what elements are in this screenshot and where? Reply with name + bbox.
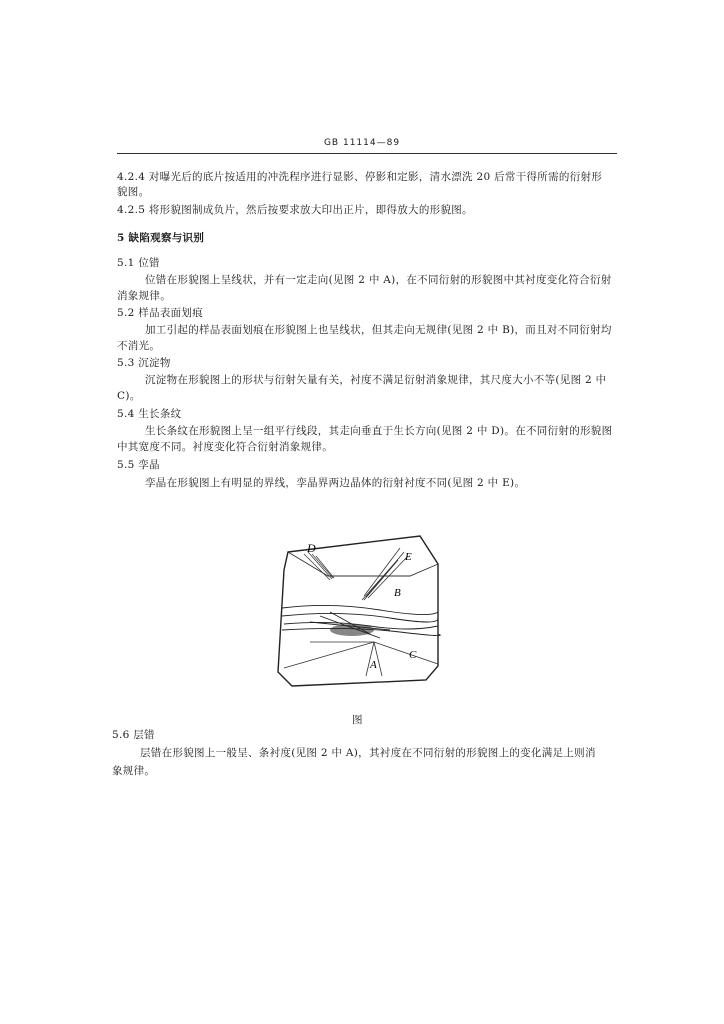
crystal-outline <box>278 536 438 686</box>
header-rule <box>117 153 617 154</box>
figure-caption: 图 <box>352 714 363 726</box>
section-5-4-title: 5.4 生长条纹 <box>117 408 182 420</box>
page-header: GB 11114—89 <box>323 138 401 148</box>
label-b: B <box>394 587 401 599</box>
section-5-1-body-1: 位错在形貌图上呈线状，并有一定走向(见图 2 中 A)，在不同衍射的形貌图中其衬度变化符合衍射 <box>145 274 612 286</box>
section-5-5-title: 5.5 孪晶 <box>117 459 160 471</box>
topograph-figure <box>270 530 446 690</box>
growth-striation-fan <box>304 552 334 580</box>
clause-4-2-4-line-1: 4.2.4 对曝光后的底片按适用的冲洗程序进行显影、停影和定影，清水漂洗 20 后常干得所需的衍射形 <box>117 171 603 183</box>
section-5-1-body-2: 消象规律。 <box>117 290 171 302</box>
section-5-heading: 5 缺陷观察与识别 <box>117 232 205 244</box>
section-5-2-body-2: 不消光。 <box>117 340 161 352</box>
dense-defect-cluster <box>330 624 374 636</box>
label-d: D <box>307 541 316 555</box>
section-5-6-title: 5.6 层错 <box>112 729 155 741</box>
section-5-3-body-2: C)。 <box>117 390 141 402</box>
section-5-6-body-1: 层错在形貌图上一般呈、条衬度(见图 2 中 A)，其衬度在不同衍射的形貌图上的变化满足上则消 <box>140 747 596 759</box>
inner-edge <box>288 552 438 576</box>
section-5-3-title: 5.3 沉淀物 <box>117 357 171 369</box>
clause-4-2-5-line-1: 4.2.5 将形貌图制成负片，然后按要求放大印出正片，即得放大的形貌图。 <box>117 204 473 216</box>
section-5-3-body-1: 沉淀物在形貌图上的形状与衍射矢量有关，衬度不满足衍射消象规律，其尺度大小不等(见图 2 中 <box>145 374 607 386</box>
section-5-5-body-1: 孪晶在形貌图上有明显的界线，孪晶界两边晶体的衍射衬度不同(见图 2 中 E)。 <box>145 477 526 489</box>
section-5-6-body-2: 象规律。 <box>112 765 156 777</box>
label-a: A <box>370 659 377 671</box>
twin-fan <box>362 548 408 600</box>
section-5-1-title: 5.1 位错 <box>117 257 160 269</box>
label-e: E <box>405 551 412 563</box>
section-5-2-title: 5.2 样品表面划痕 <box>117 307 204 319</box>
section-5-2-body-1: 加工引起的样品表面划痕在形貌图上也呈线状，但其走向无规律(见图 2 中 B)，而且对不同衍射均 <box>145 324 612 336</box>
section-5-4-body-1: 生长条纹在形貌图上呈一组平行线段，其走向垂直于生长方向(见图 2 中 D)。在不同衍射的形貌图 <box>145 425 613 437</box>
label-c: C <box>409 649 417 661</box>
clause-4-2-4-line-2: 貌图。 <box>117 186 150 198</box>
section-5-4-body-2: 中其宽度不同。衬度变化符合衍射消象规律。 <box>117 441 333 453</box>
